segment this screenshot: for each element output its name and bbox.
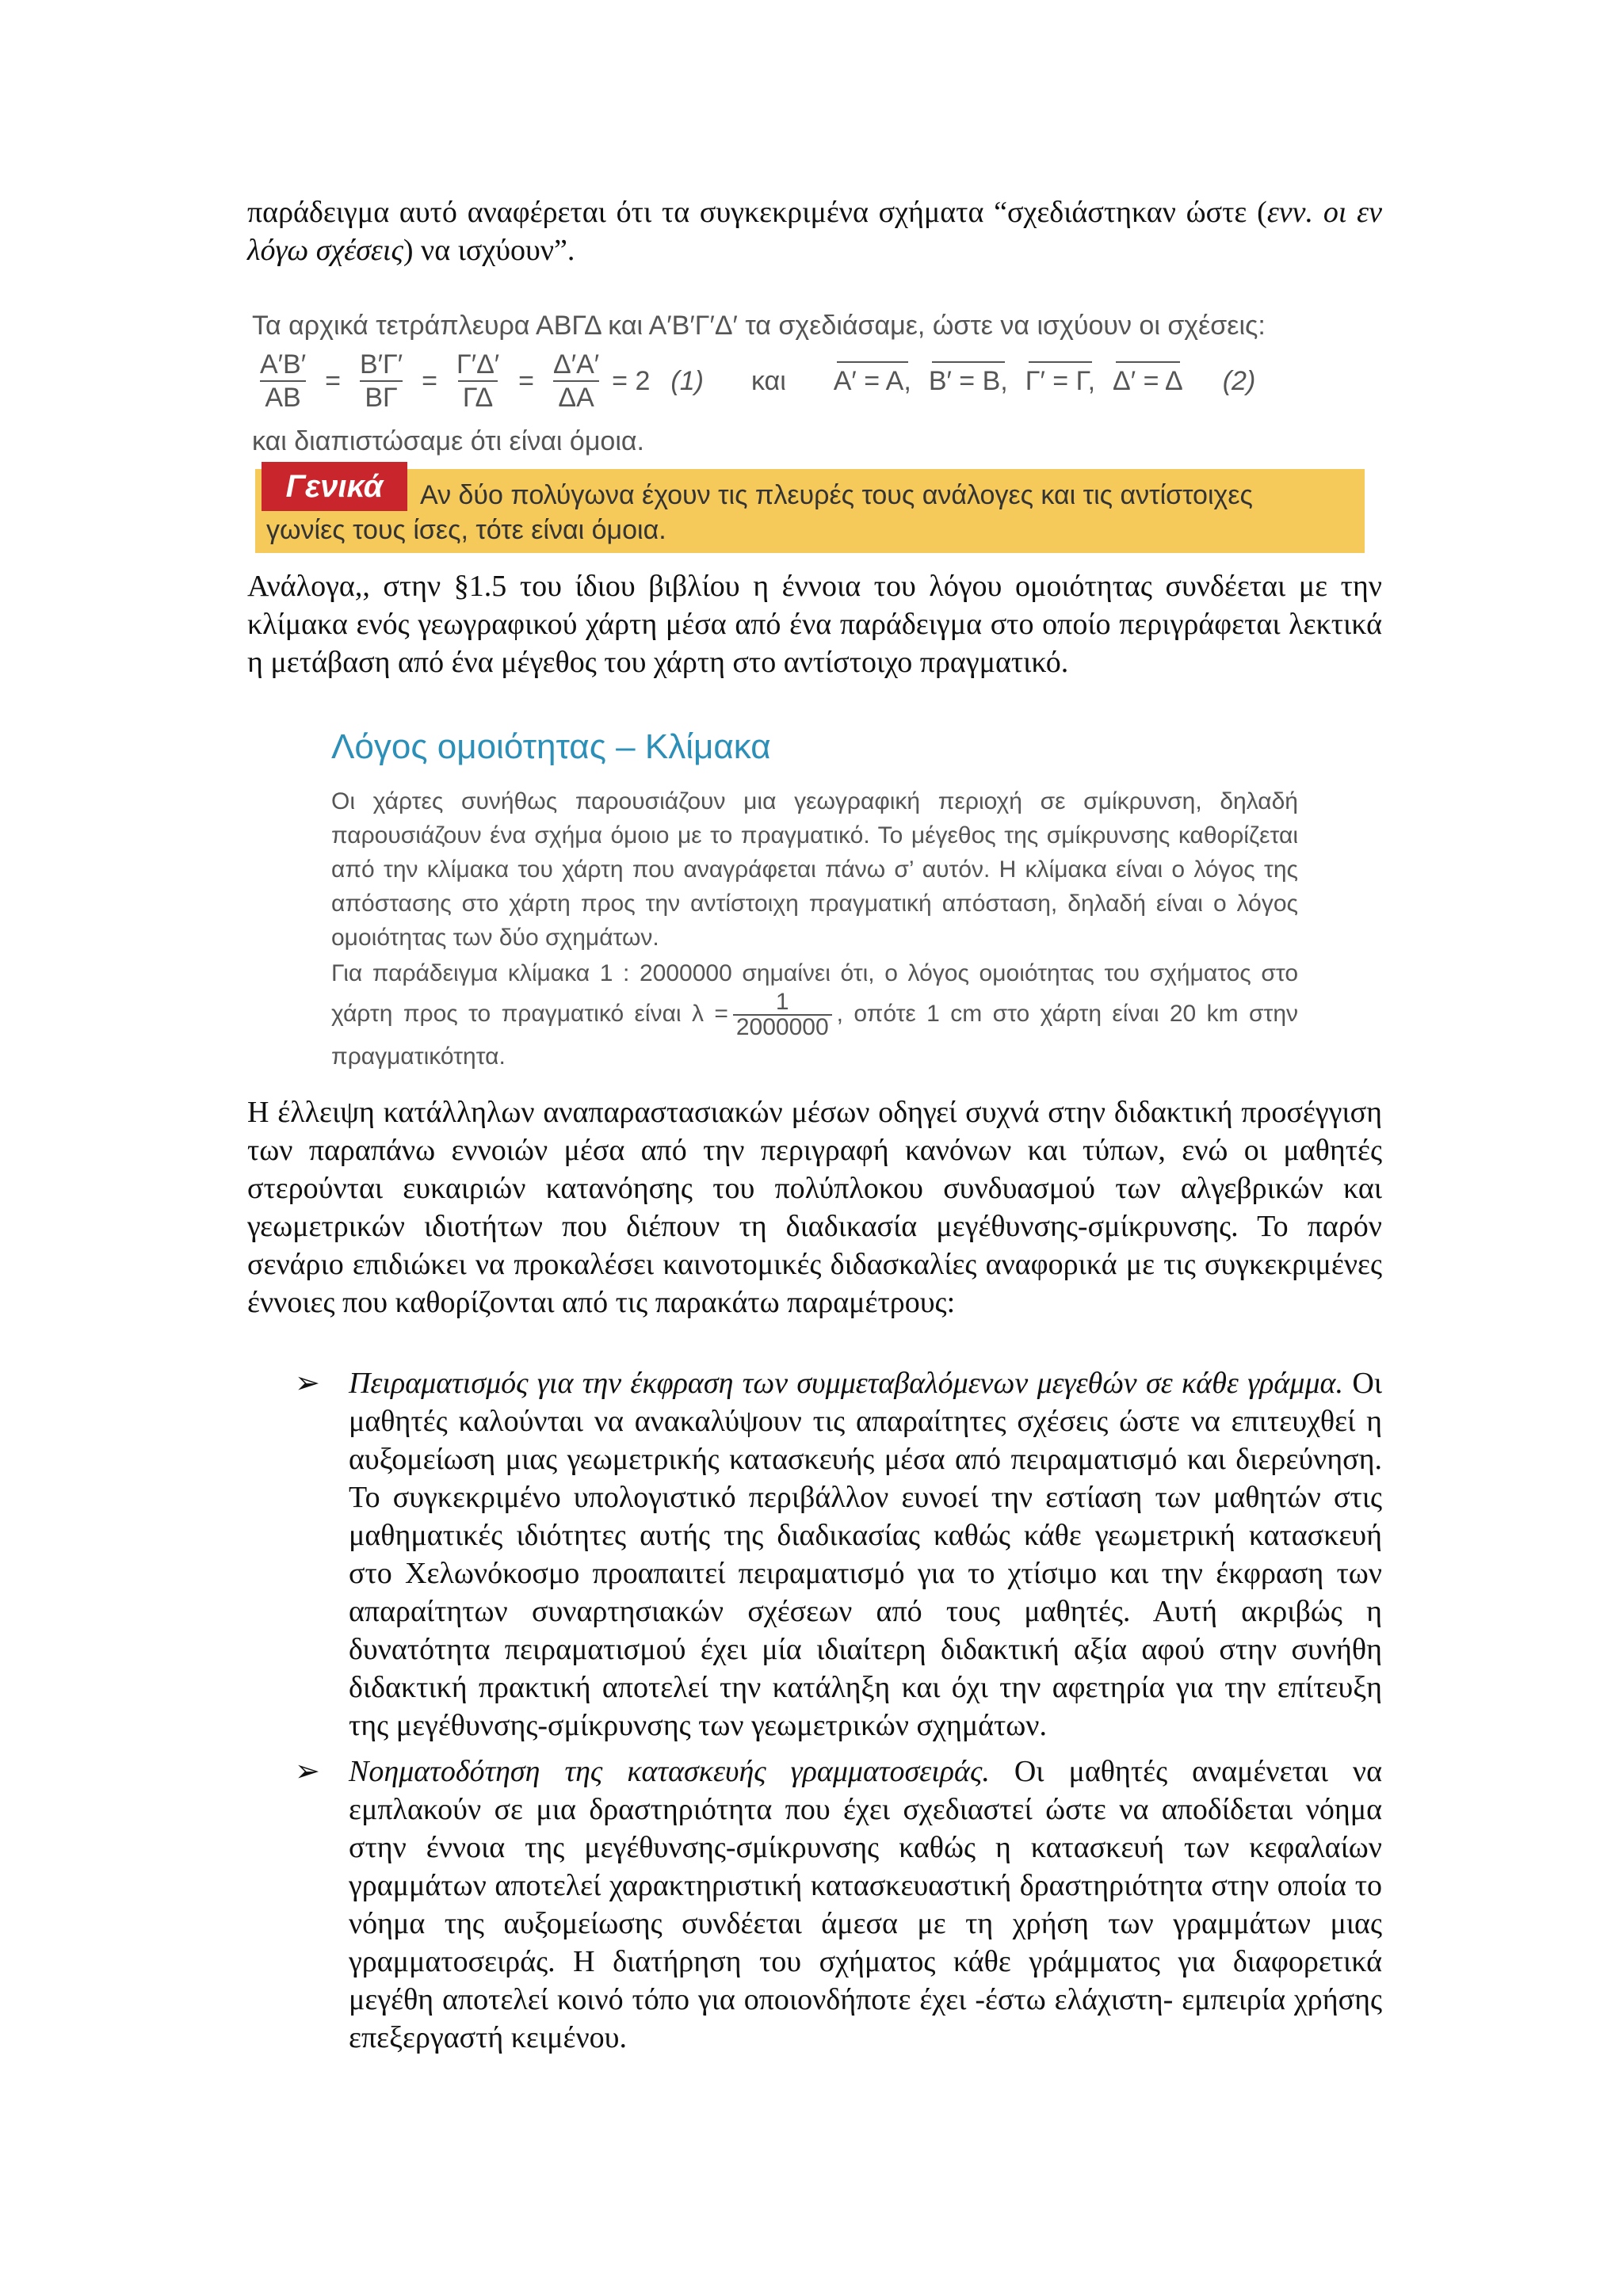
paragraph-representation: Η έλλειψη κατάλληλων αναπαραστασιακών μέσων οδηγεί συχνά στην διδακτική προσέγγιση των παραπάνω εννοιών μέσα από την περιγραφή κανόνων και τύπων, ενώ οι μαθητές στερούνται ευκαιριών κατανόησης του πολύπλοκου συνδυασμού των αλγεβρικών και γεωμετρικών ιδιοτήτων που διέπουν τη διαδικασία μεγέθυνσης-σμίκρυνσης. Το παρόν σενάριο επιδιώκει να προκαλέσει καινοτομικές διδασκαλίες αναφορικά με τις συγκεκριμένες έννοιες που καθορίζονται από τις παρακάτω παραμέτρους: [247,1096,1382,1319]
angle-equality-g: Γ′ = Γ, [1025,365,1096,396]
and-word: και [750,365,786,396]
arrow-bullet-icon: ➢ [295,1367,320,1400]
angle-equality-a: Α′ = Α, [833,365,911,396]
list-item-heading: Πειραματισμός για την έκφραση των συμμεταβαλόμενων μεγεθών σε κάθε γράμμα. [349,1367,1343,1400]
textbook-excerpt-similarity [252,307,1393,460]
arrow-bullet-icon: ➢ [295,1755,320,1788]
excerpt-body: Οι χάρτες συνήθως παρουσιάζουν μια γεωγραφική περιοχή σε σμίκρυνση, δηλαδή παρουσιάζουν ένα σχήμα όμοιο με το πραγματικό. Το μέγεθος της σμίκρυνσης καθορίζεται από την κλίμακα του χάρτη που αναγράφεται πάνω σ’ αυτόν. Η κλίμακα είναι ο λόγος της απόστασης στο χάρτη προς την αντίστοιχη πραγματική απόσταση, δηλαδή είναι ο λόγος ομοιότητας των δύο σχημάτων. [331,788,1298,951]
intro-italic: ενν. οι εν λόγω σχέσεις [247,196,1382,267]
equation-number-2: (2) [1222,365,1256,396]
general-rule-text-1: Αν δύο πολύγωνα έχουν τις πλευρές τους ανάλογες και τις αντίστοιχες [420,480,1253,510]
fraction-1: $\frac{A'B'}{AB}$ [260,349,307,413]
intro-text-1: παράδειγμα αυτό αναφέρεται ότι τα συγκεκριμένα σχήματα “σχεδιάστηκαν ώστε ( [247,196,1267,229]
ratio-formula: $\frac{A'B'}{AB}$ = $\frac{B'\Gamma'}{B\Gamma}$ = $\frac{\Gamma'\Delta'}{\Gamma\Delta}$ = $\frac{\Delta'A'}{\Delta A}$ = 2 (1) και Α′ = Α, Β′ = Β, Γ′ = Γ, Δ′ = Δ (2) [252,344,1393,418]
fraction-4: $\frac{\Delta'A'}{\Delta A}$ [553,349,600,413]
equation-number-1: (1) [670,365,704,396]
paragraph-scale: Ανάλογα,, στην §1.5 του ίδιου βιβλίου η έννοια του λόγου ομοιότητας συνδέεται με την κλίμακα ενός γεωγραφικού χάρτη μέσα από ένα παράδειγμα στο οποίο περιγράφεται λεκτικά η μετάβαση από ένα μέγεθος του χάρτη στο αντίστοιχο πραγματικό. [247,570,1382,679]
parameter-list [295,1364,1382,2065]
general-label: Γενικά [262,462,407,511]
angle-equality-d: Δ′ = Δ [1113,365,1183,396]
intro-paragraph [247,193,1382,269]
list-item-heading: Νοηματοδότηση της κατασκευής γραμματοσειράς. [349,1755,990,1788]
scale-fraction: $\frac{1}{2000000}$ [733,990,832,1039]
general-rule-text-2: γωνίες τους ίσες, τότε είναι όμοια. [266,515,666,545]
excerpt-line-1: Τα αρχικά τετράπλευρα ΑΒΓΔ και Α′Β′Γ′Δ′ τα σχεδιάσαμε, ώστε να ισχύουν οι σχέσεις: [252,311,1266,341]
excerpt-line-3: και διαπιστώσαμε ότι είναι όμοια. [252,426,644,456]
ratio-value: = 2 [612,365,651,396]
excerpt-example: Για παράδειγμα κλίμακα 1 : 2000000 σημαίνει ότι, ο λόγος ομοιότητας του σχήματος στο χάρτη προς το πραγματικό είναι λ = $\frac{1}{2000000}$ , οπότε 1 cm στο χάρτη είναι 20 km στην πραγματικότητα. [331,960,1299,1070]
intro-text-2: ) να ισχύουν”. [403,234,575,267]
excerpt-title: Λόγος ομοιότητας – Κλίμακα [331,727,771,766]
angle-equality-b: Β′ = Β, [928,365,1008,396]
list-item-text: Οι μαθητές αναμένεται να εμπλακούν σε μια δραστηριότητα που έχει σχεδιαστεί ώστε να αποδίδεται νόημα στην έννοια της μεγέθυνσης-σμίκρυνσης καθώς η κατασκευή των κεφαλαίων γραμμάτων αποτελεί χαρακτηριστική κατασκευαστική δραστηριότητα στην οποία το νόημα της αυξομείωσης συνδέεται άμεσα με τη χρήση των γραμμάτων μιας γραμματοσειράς. Η διατήρηση του σχήματος κάθε γράμματος για διαφορετικά μεγέθη αποτελεί κοινό τόπο για οποιονδήποτε έχει -έστω ελάχιστη- εμπειρία χρήσης επεξεργαστή κειμένου. [349,1755,1382,2054]
list-item-text: Οι μαθητές καλούνται να ανακαλύψουν τις απαραίτητες σχέσεις ώστε να επιτευχθεί η αυξομείωση μιας γεωμετρικής κατασκευής μέσα από πειραματισμό και διερεύνηση. Το συγκεκριμένο υπολογιστικό περιβάλλον ευνοεί την εστίαση των μαθητών στις μαθηματικές ιδιότητες αυτής της διαδικασίας καθώς κάθε γεωμετρική κατασκευή στο Χελωνόκοσμο προαπαιτεί πειραματισμό για το χτίσιμο και την έκφραση των απαραίτητων συναρτησιακών σχέσεων από τους μαθητές. Αυτή ακριβώς η δυνατότητα πειραματισμού έχει μία ιδιαίτερη διδακτική αξία αφού στην συνήθη διδακτική πρακτική αποτελεί την κατάληξη και όχι την αφετηρία για την επίτευξη της μεγέθυνσης-σμίκρυνσης των γεωμετρικών σχημάτων. [349,1367,1382,1742]
fraction-2: $\frac{B'\Gamma'}{B\Gamma}$ [359,349,403,413]
textbook-excerpt-scale [331,784,1298,1074]
list-item [295,1364,1382,1745]
fraction-3: $\frac{\Gamma'\Delta'}{\Gamma\Delta}$ [456,349,500,413]
list-item [295,1753,1382,2057]
